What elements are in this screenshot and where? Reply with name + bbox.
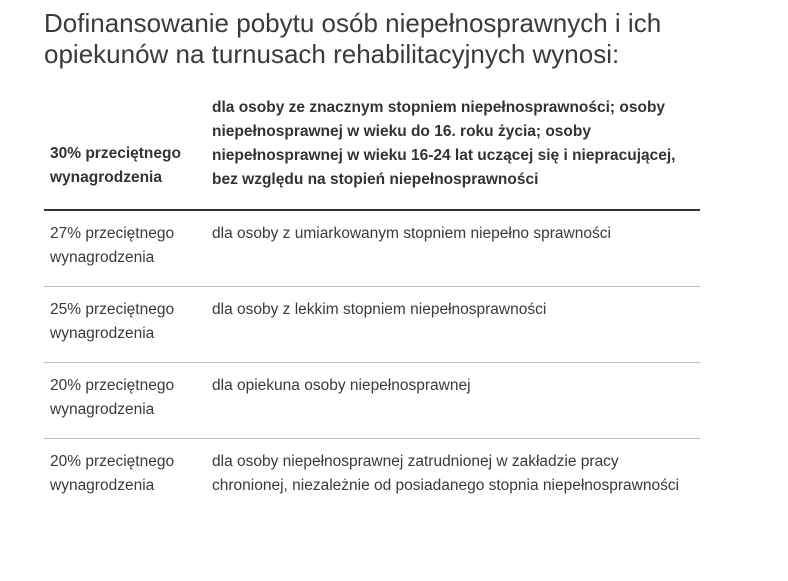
header-amount-cell: 30% przeciętnego wynagrodzenia <box>50 144 181 186</box>
description-cell: dla osoby z lekkim stopniem niepełnosprawności <box>212 301 547 318</box>
amount-cell: 20% przeciętnego wynagrodzenia <box>50 377 175 418</box>
table-row <box>44 363 700 439</box>
description-cell: dla opiekuna osoby niepełnosprawnej <box>212 377 471 394</box>
description-cell: dla osoby niepełnosprawnej zatrudnionej w zakładzie pracy chronionej, niezależnie od posiadanego stopnia niepełnosprawności <box>212 453 680 494</box>
description-cell: dla osoby z umiarkowanym stopniem niepełno sprawności <box>212 225 611 242</box>
table-row <box>44 439 700 515</box>
amount-cell: 20% przeciętnego wynagrodzenia <box>50 453 175 494</box>
header-description-cell: dla osoby ze znacznym stopniem niepełnosprawności; osoby niepełnosprawnej w wieku do 16. roku życia; osoby niepełnosprawnej w wieku 16-24 lat uczącej się i niepracującej, bez względu na stopień niepełnosprawności <box>212 99 676 188</box>
amount-cell: 25% przeciętnego wynagrodzenia <box>50 301 175 342</box>
page-heading: Dofinansowanie pobytu osób niepełnosprawnych i ich opiekunów na turnusach rehabilitacyjnych wynosi: <box>44 8 662 69</box>
table-row <box>44 210 700 287</box>
table-row <box>44 287 700 363</box>
table-header-row <box>44 88 700 210</box>
funding-table <box>44 88 700 514</box>
amount-cell: 27% przeciętnego wynagrodzenia <box>50 225 175 266</box>
